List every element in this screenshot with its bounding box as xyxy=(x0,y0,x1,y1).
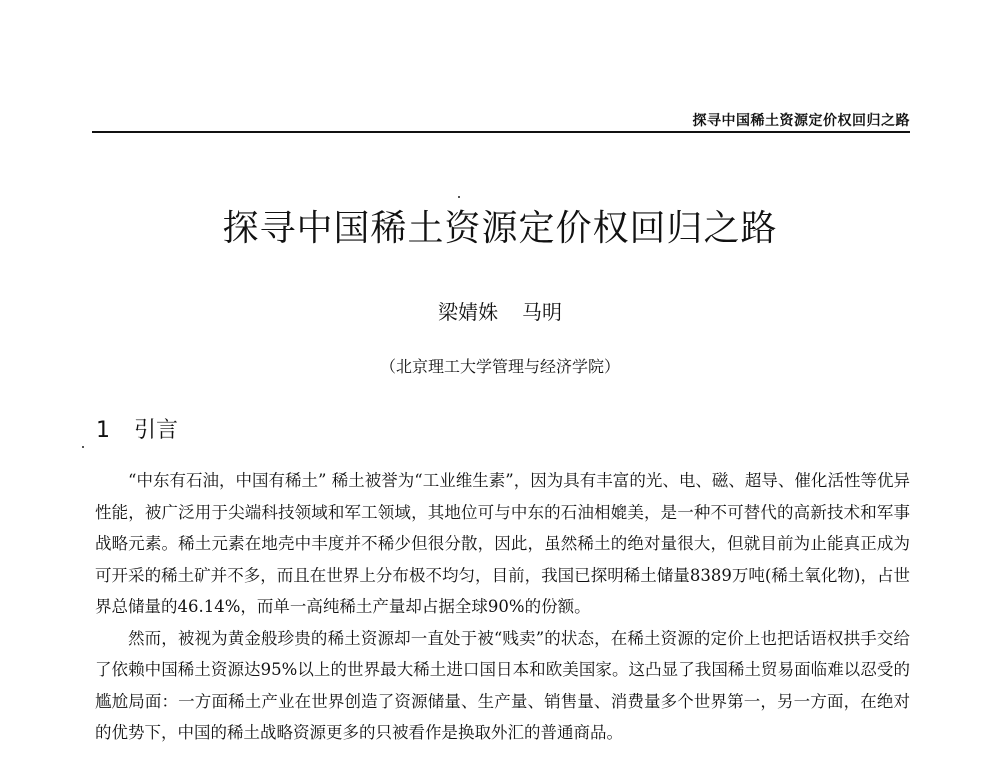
body-text xyxy=(95,465,910,749)
author-name: 梁婧姝 xyxy=(438,300,498,324)
section-number: 1 xyxy=(96,418,110,443)
scan-speck xyxy=(82,446,84,448)
paper-title: 探寻中国稀土资源定价权回归之路 xyxy=(222,208,778,249)
author-list xyxy=(0,296,1000,325)
section-title: 引言 xyxy=(134,418,179,443)
paragraph: 然而，被视为黄金般珍贵的稀土资源却一直处于被“贱卖”的状态，在稀土资源的定价上也把话语权拱手交给了依赖中国稀土资源达95%以上的世界最大稀土进口国日本和欧美国家。这凸显了我国稀土贸易面临难以忍受的尴尬局面：一方面稀土产业在世界创造了资源储量、生产量、销售量、消费量多个世界第一，另一方面，在绝对的优势下，中国的稀土战略资源更多的只被看作是换取外汇的普通商品。 xyxy=(95,628,910,742)
author-name: 马明 xyxy=(522,300,562,324)
running-head: 探寻中国稀土资源定价权回归之路 xyxy=(692,113,910,129)
header-rule xyxy=(92,131,910,133)
section-heading xyxy=(96,413,178,444)
affiliation: （北京理工大学管理与经济学院） xyxy=(379,357,620,376)
scan-speck xyxy=(458,196,460,198)
paragraph: “中东有石油，中国有稀土” 稀土被誉为“工业维生素”，因为具有丰富的光、电、磁、超导、催化活性等优异性能，被广泛用于尖端科技领域和军工领域，其地位可与中东的石油相媲美，是一种不可替代的高新技术和军事战略元素。稀土元素在地壳中丰度并不稀少但很分散，因此，虽然稀土的绝对量很大，但就目前为止能真正成为可开采的稀土矿并不多，而且在世界上分布极不均匀，目前，我国已探明稀土储量8389万吨(稀土氧化物)，占世界总储量的46.14%，而单一高纯稀土产量却占据全球90%的份额。 xyxy=(95,471,910,616)
